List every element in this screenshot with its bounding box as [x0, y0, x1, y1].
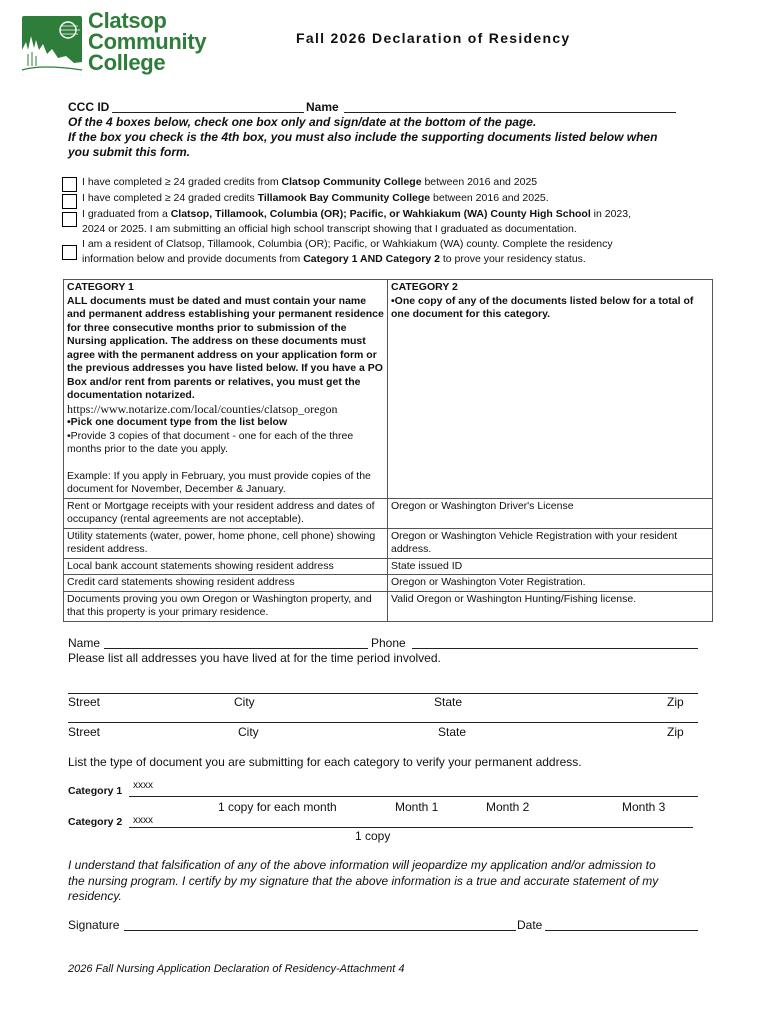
- one-copy-label: 1 copy: [355, 829, 391, 843]
- address-2-field[interactable]: [68, 722, 698, 723]
- footer-text: 2026 Fall Nursing Application Declaration of Residency-Attachment 4: [68, 963, 405, 975]
- signature-field[interactable]: [124, 930, 516, 931]
- instruction-line: Of the 4 boxes below, check one box only and sign/date at the bottom of the page.: [68, 115, 537, 129]
- city-label: City: [234, 695, 255, 709]
- month-2-label: Month 2: [486, 800, 530, 814]
- address-1-field[interactable]: [68, 693, 698, 694]
- certification-line: I understand that falsification of any of the above information will jeopardize my application and/or admission to: [68, 858, 656, 872]
- zip-label: Zip: [667, 695, 684, 709]
- category-1-doc: Credit card statements showing resident address: [64, 575, 388, 592]
- month-1-label: Month 1: [395, 800, 439, 814]
- category-2-title: CATEGORY 2: [391, 281, 458, 293]
- option-4-checkbox[interactable]: [62, 245, 77, 260]
- addresses-prompt: Please list all addresses you have lived at for the time period involved.: [68, 651, 441, 665]
- phone-label: Phone: [371, 636, 406, 650]
- category-2-value[interactable]: xxxx: [133, 815, 153, 826]
- category-table: [63, 279, 713, 622]
- contact-name-label: Name: [68, 636, 101, 650]
- zip-label: Zip: [667, 725, 684, 739]
- category-1-doc: Local bank account statements showing resident address: [64, 558, 388, 575]
- state-label: State: [438, 725, 467, 739]
- option-2-checkbox[interactable]: [62, 194, 77, 209]
- signature-label: Signature: [68, 918, 120, 932]
- contact-name-field[interactable]: [104, 648, 368, 649]
- category-1-field[interactable]: [129, 796, 698, 797]
- category-2-doc: Oregon or Washington Driver's License: [388, 498, 713, 528]
- option-2-text: I have completed ≥ 24 graded credits Tillamook Bay Community College between 2016 and 2025.: [82, 192, 549, 204]
- name-field[interactable]: [344, 112, 676, 113]
- option-3-checkbox[interactable]: [62, 212, 77, 227]
- ccc-id-label: CCC ID: [68, 100, 110, 114]
- category-2-field[interactable]: [129, 827, 693, 828]
- category-2-doc: Valid Oregon or Washington Hunting/Fishing license.: [388, 591, 713, 621]
- documents-prompt: List the type of document you are submitting for each category to verify your permanent address.: [68, 755, 582, 769]
- copy-each-month-label: 1 copy for each month: [218, 800, 337, 814]
- category-2-doc: State issued ID: [388, 558, 713, 575]
- category-1-title: CATEGORY 1: [67, 281, 134, 293]
- date-field[interactable]: [545, 930, 698, 931]
- category-2-doc: Oregon or Washington Vehicle Registration with your resident address.: [388, 528, 713, 558]
- phone-field[interactable]: [412, 648, 698, 649]
- certification-line: residency.: [68, 889, 122, 903]
- form-title: Fall 2026 Declaration of Residency: [296, 30, 571, 46]
- category-1-label: Category 1: [68, 785, 123, 797]
- state-label: State: [434, 695, 463, 709]
- college-name: Clatsop Community College: [88, 8, 207, 75]
- option-1-text: I have completed ≥ 24 graded credits from Clatsop Community College between 2016 and 2025: [82, 176, 538, 188]
- month-3-label: Month 3: [622, 800, 666, 814]
- certification-line: the nursing program. I certify by my signature that the above information is a true and accurate statement of my: [68, 874, 659, 888]
- street-label: Street: [68, 725, 101, 739]
- option-3-text: I graduated from a Clatsop, Tillamook, Columbia (OR); Pacific, or Wahkiakum (WA) County High School in 2023, 2024 or 2025. I am submitting an official high school transcript showing that I graduated as documentation.: [82, 208, 632, 235]
- category-1-doc: Documents proving you own Oregon or Washington property, and that this property is your primary residence.: [64, 591, 388, 621]
- notarize-link[interactable]: https://www.notarize.com/local/counties/clatsop_oregon: [67, 401, 338, 416]
- instruction-line: you submit this form.: [68, 145, 191, 159]
- category-2-doc: Oregon or Washington Voter Registration.: [388, 575, 713, 592]
- name-label: Name: [306, 100, 339, 114]
- category-1-value[interactable]: xxxx: [133, 780, 153, 791]
- category-2-cell: [388, 280, 713, 499]
- city-label: City: [238, 725, 259, 739]
- street-label: Street: [68, 695, 101, 709]
- college-logo-icon: [22, 16, 82, 76]
- category-1-doc: Rent or Mortgage receipts with your resident address and dates of occupancy (rental agreements are not acceptable).: [64, 498, 388, 528]
- category-1-example: Example: If you apply in February, you must provide copies of the document for November, December & January.: [67, 469, 371, 495]
- category-2-requirement: •One copy of any of the documents listed below for a total of one document for this category.: [391, 294, 694, 320]
- category-1-requirement: ALL documents must be dated and must contain your name and permanent address establishing your permanent residence for three consecutive months prior to submission of the Nursing application. The address on these documents must agree with the permanent address on your application form or the previous addresses you have listed below. If you have a PO Box and/or rent from parents or relatives, you must get the documentation notarized.: [67, 294, 384, 401]
- category-1-cell: [64, 280, 388, 499]
- category-1-copies: •Provide 3 copies of that document - one for each of the three months prior to the date you apply.: [67, 429, 354, 455]
- ccc-id-field[interactable]: [112, 112, 304, 113]
- category-1-doc: Utility statements (water, power, home phone, cell phone) showing resident address.: [64, 528, 388, 558]
- date-label: Date: [517, 918, 543, 932]
- option-1-checkbox[interactable]: [62, 177, 77, 192]
- category-2-label: Category 2: [68, 816, 123, 828]
- option-4-text: I am a resident of Clatsop, Tillamook, Columbia (OR); Pacific, or Wahkiakum (WA) county. Complete the residency information below and provide documents from Category 1 AND Category 2 to prove your residency status.: [82, 238, 613, 265]
- category-1-pick: •Pick one document type from the list below: [67, 416, 288, 428]
- instruction-line: If the box you check is the 4th box, you must also include the supporting documents listed below when: [68, 130, 658, 144]
